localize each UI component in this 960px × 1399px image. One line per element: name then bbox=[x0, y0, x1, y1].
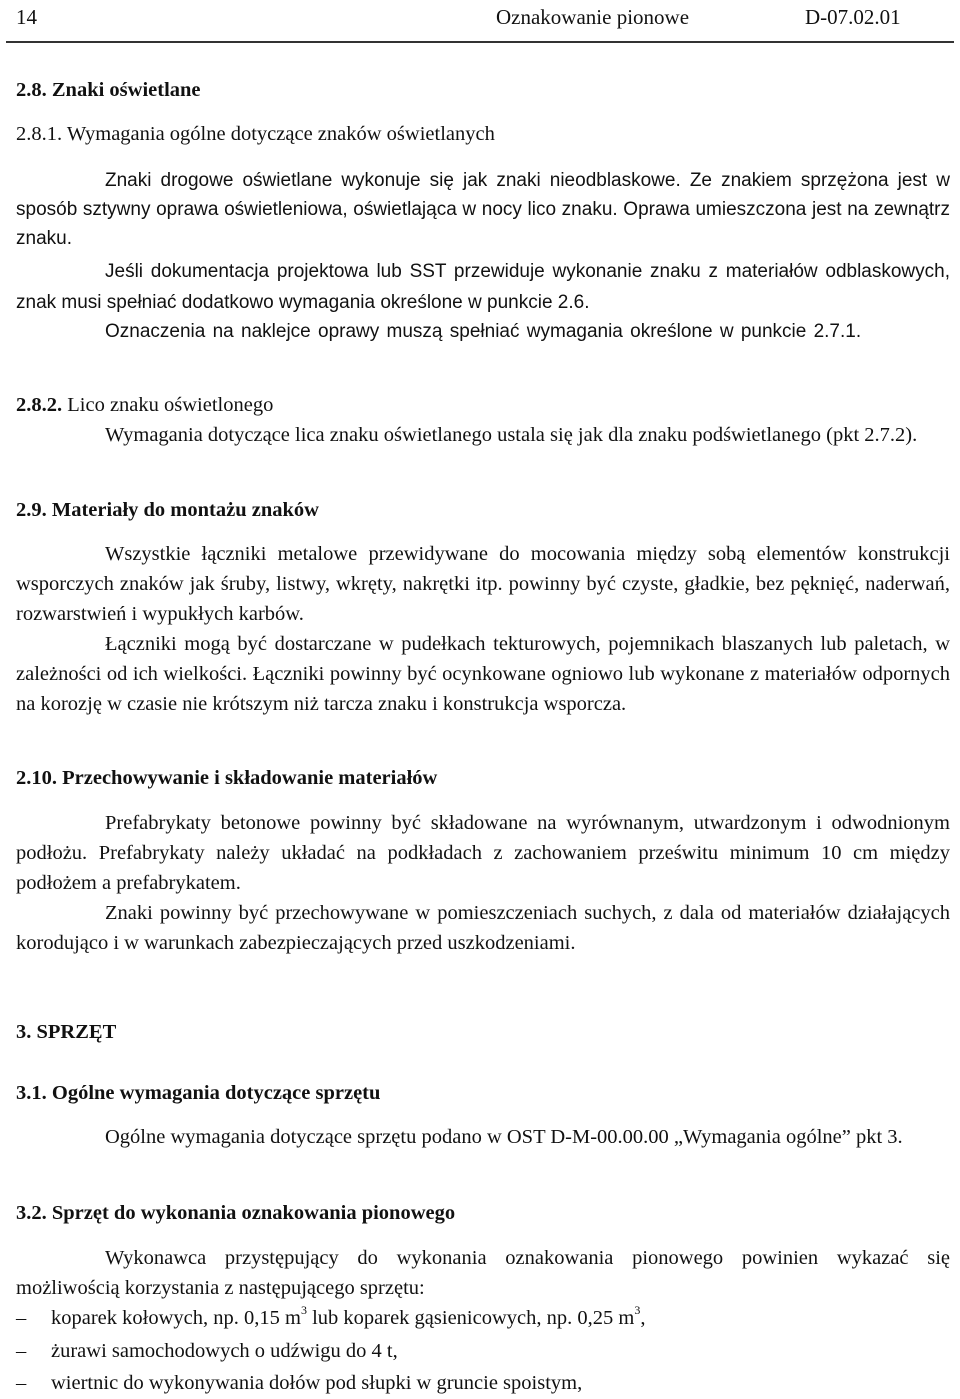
section-3-heading: 3. SPRZĘT bbox=[16, 1021, 117, 1043]
paragraph-3-2: Wykonawca przystępujący do wykonania oznakowania pionowego powinien wykazać się możliwością korzystania z następującego sprzętu: bbox=[16, 1247, 950, 1299]
paragraph-3-1: Ogólne wymagania dotyczące sprzętu podano w OST D-M-00.00.00 „Wymagania ogólne” pkt 3. bbox=[105, 1126, 903, 1148]
section-2-8-heading: 2.8. Znaki oświetlane bbox=[16, 79, 201, 101]
list-item-text: żurawi samochodowych o udźwigu do 4 t, bbox=[51, 1340, 398, 1362]
header-divider bbox=[6, 41, 954, 43]
page-header bbox=[0, 0, 960, 42]
document-code: D-07.02.01 bbox=[805, 5, 901, 29]
paragraph-2-8-1-b: Jeśli dokumentacja projektowa lub SST przewiduje wykonanie znaku z materiałów odblaskowych, znak musi spełniać dodatkowo wymagania określone w punkcie 2.6. bbox=[16, 261, 950, 313]
paragraph-2-10-a: Prefabrykaty betonowe powinny być składowane na wyrównanym, utwardzonym i odwodnionym podłożu. Prefabrykaty należy układać na podkładach z zachowaniem prześwitu minimum 10 cm między podłożem a prefabrykatem. bbox=[16, 812, 950, 894]
paragraph-2-10-b: Znaki powinny być przechowywane w pomieszczeniach suchych, z dala od materiałów działających korodująco i w warunkach zabezpieczających przed uszkodzeniami. bbox=[16, 902, 950, 954]
list-item-text: wiertnic do wykonywania dołów pod słupki w gruncie spoistym, bbox=[51, 1372, 583, 1394]
section-2-9-heading: 2.9. Materiały do montażu znaków bbox=[16, 499, 319, 521]
list-dash: – bbox=[16, 1340, 27, 1362]
list-dash: – bbox=[16, 1307, 27, 1329]
section-2-8-2-heading bbox=[16, 390, 950, 420]
section-2-8-2-title: Lico znaku oświetlonego bbox=[67, 394, 274, 416]
header-title: Oznakowanie pionowe bbox=[496, 5, 690, 29]
paragraph-2-9-b: Łączniki mogą być dostarczane w pudełkach tekturowych, pojemnikach blaszanych lub paletach, w zależności od ich wielkości. Łączniki powinny być ocynkowane ogniowo lub wykonane z materiałów odpornych na korozję w czasie nie krótszym niż tarcza znaku i konstrukcja wsporcza. bbox=[16, 633, 950, 715]
section-2-8-2-number: 2.8.2. bbox=[16, 394, 63, 416]
section-3-1-heading: 3.1. Ogólne wymagania dotyczące sprzętu bbox=[16, 1082, 381, 1104]
section-2-10-heading: 2.10. Przechowywanie i składowanie materiałów bbox=[16, 767, 438, 789]
section-3-2-heading: 3.2. Sprzęt do wykonania oznakowania pionowego bbox=[16, 1202, 456, 1224]
list-dash: – bbox=[16, 1372, 27, 1394]
paragraph-2-8-1-c: Oznaczenia na naklejce oprawy muszą spełniać wymagania określone w punkcie 2.7.1. bbox=[105, 321, 862, 342]
page-number: 14 bbox=[16, 5, 37, 29]
paragraph-2-9-a: Wszystkie łączniki metalowe przewidywane do mocowania między sobą elementów konstrukcji wsporczych znaków jak śruby, listwy, wkręty, nakrętki itp. powinny być czyste, gładkie, bez pęknięć, naderwań, rozwarstwień i wypukłych karbów. bbox=[16, 543, 950, 625]
list-item-text: koparek kołowych, np. 0,15 $m^3$ lub koparek gąsienicowych, np. 0,25 $m^3$, bbox=[51, 1303, 646, 1329]
paragraph-2-8-1-a: Znaki drogowe oświetlane wykonuje się jak znaki nieodblaskowe. Ze znakiem sprzężona jest w sposób sztywny oprawa oświetleniowa, oświetlająca w nocy lico znaku. Oprawa umieszczona jest na zewnątrz znaku. bbox=[16, 170, 950, 249]
paragraph-2-8-2: Wymagania dotyczące lica znaku oświetlanego ustala się jak dla znaku podświetlanego (pkt 2.7.2). bbox=[105, 424, 918, 446]
section-2-8-1-heading: 2.8.1. Wymagania ogólne dotyczące znaków oświetlanych bbox=[16, 123, 495, 145]
